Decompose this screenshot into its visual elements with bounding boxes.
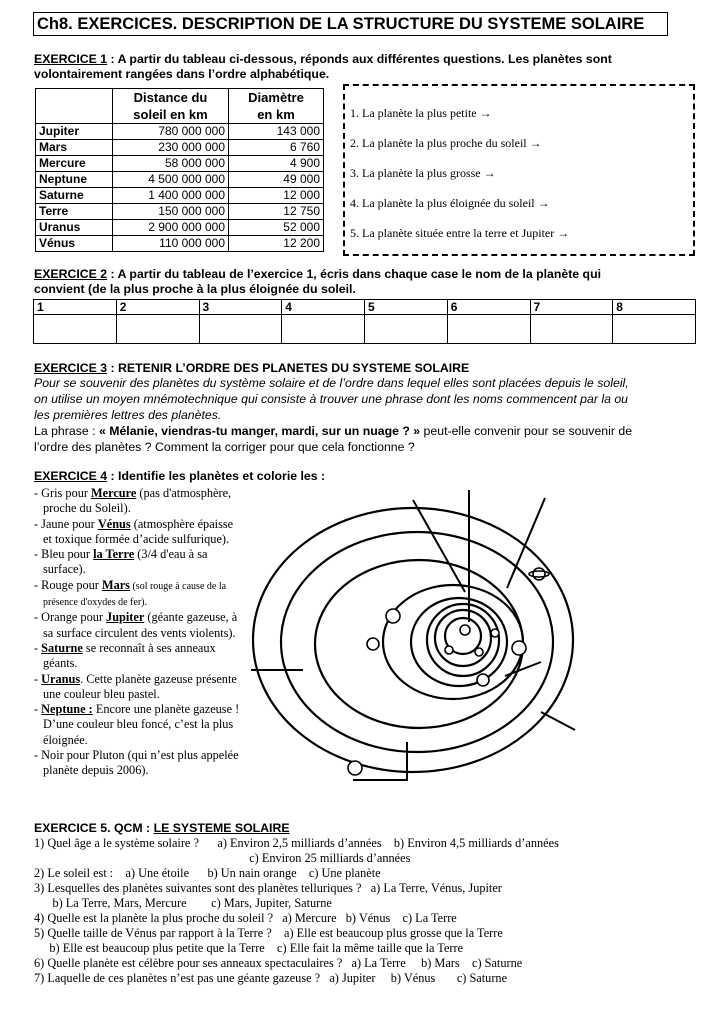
ex3-italic-1: Pour se souvenir des planètes du système solaire et de l’ordre dans lequel elles sont placées depuis le soleil, [34,376,629,390]
ex5-heading: EXERCICE 5. QCM : LE SYSTEME SOLAIRE [34,821,290,835]
color-instruction: - Rouge pour Mars (sol rouge à cause de la présence d'oxydes de fer). [34,577,227,609]
planet-distance: 780 000 000 [113,124,229,140]
planet-saturne [533,568,545,580]
planet-diameter: 4 900 [229,156,324,172]
color-instruction: - Saturne se reconnaît à ses anneaux géants. [34,640,216,671]
planet-name: Mars [101,577,130,592]
planet-name: Uranus [41,671,81,686]
answer-cell[interactable] [530,315,613,344]
qcm-line: 3) Lesquelles des planètes suivantes sont des planètes telluriques ? a) La Terre, Vénus, Jupiter [34,881,502,895]
qcm-line: b) La Terre, Mars, Mercure c) Mars, Jupiter, Saturne [34,896,332,910]
ex5-label: EXERCICE 5. QCM : [34,821,154,835]
planet-neptune [348,761,362,775]
planet-name: Vénus [97,516,131,531]
planet-name: Mercure [91,486,137,500]
color-instruction: - Gris pour Mercure (pas d'atmosphère, proche du Soleil). [34,486,232,516]
question-5: 5. La planète située entre la terre et Jupiter → [350,226,570,240]
question-3: 3. La planète la plus grosse → [350,166,496,180]
planet-venus [475,648,483,656]
planet-name: Saturne [41,640,83,655]
planet-diameter: 52 000 [229,220,324,236]
planet-distance: 150 000 000 [113,204,229,220]
planet-name: la Terre [93,547,135,562]
qcm-line: 5) Quelle taille de Vénus par rapport à la Terre ? a) Elle est beaucoup plus grosse que la Terre [34,926,503,940]
planet-distance: 1 400 000 000 [113,188,229,204]
ex1-instruction-2: volontairement rangées dans l’ordre alphabétique. [34,67,330,81]
ex3-phrase-line: La phrase : « Mélanie, viendras-tu manger, mardi, sur un nuage ? » peut-elle convenir pour se souvenir de [34,424,633,438]
answer-cell[interactable] [447,315,530,344]
planet-name: Mars [36,140,113,156]
planet-distance: 110 000 000 [113,236,229,252]
ex3-italic-2: on utilise un moyen mnémotechnique qui consiste à trouver une phrase dont les noms commencent par la ou [34,392,629,406]
solar-system-diagram [243,480,583,815]
planet-row [36,188,324,204]
grid-col-6: 6 [447,300,530,315]
orbit-uranus [281,532,553,752]
planet-name: Uranus [36,220,113,236]
orbit-saturne [315,560,523,728]
planet-terre [491,629,499,637]
ex4-heading: EXERCICE 4 : Identifie les planètes et colorie les : [34,469,326,483]
planet-row [36,156,324,172]
orbit-jupiter [383,585,523,699]
planet-name: Mercure [36,156,113,172]
planet-row [36,236,324,252]
qcm-line: b) Elle est beaucoup plus petite que la Terre c) Elle fait la même taille que la Terre [34,941,464,955]
qcm-line: c) Environ 25 milliards d’années [34,851,411,865]
answer-cell[interactable] [282,315,365,344]
qcm-line: 1) Quel âge a le système solaire ? a) Environ 2,5 milliards d’années b) Environ 4,5 milliards d’années [34,836,559,850]
color-instruction: - Jaune pour Vénus (atmosphère épaisse et toxique formée d’acide sulfurique). [34,516,234,546]
qcm-line: 2) Le soleil est : a) Une étoile b) Un nain orange c) Une planète [34,866,381,880]
order-grid [33,299,696,344]
answer-cell[interactable] [116,315,199,344]
pointer-arrow [541,712,575,730]
planet-diameter: 143 000 [229,124,324,140]
ex1-instruction-1: : A partir du tableau ci-dessous, réponds aux différentes questions. Les planètes sont [107,52,612,66]
planet-name: Vénus [36,236,113,252]
qcm-line: 7) Laquelle de ces planètes n’est pas une géante gazeuse ? a) Jupiter b) Vénus c) Saturne [34,971,508,985]
qcm-line: 4) Quelle est la planète la plus proche du soleil ? a) Mercure b) Vénus c) La Terre [34,911,457,925]
answer-cell[interactable] [613,315,696,344]
ex3-label: EXERCICE 3 [34,361,108,375]
planet-row [36,220,324,236]
planet-name: Neptune : [41,702,93,717]
planet-jupiter [512,641,526,655]
grid-col-4: 4 [282,300,365,315]
question-2: 2. La planète la plus proche du soleil → [350,136,542,150]
planet-table [35,88,324,252]
planet-name: Jupiter [106,610,145,625]
color-instruction: - Orange pour Jupiter (géante gazeuse, à sa surface circulent des vents violents). [34,610,238,640]
ex1-heading [34,52,612,82]
grid-col-8: 8 [613,300,696,315]
planet-distance: 58 000 000 [113,156,229,172]
ex3-italic-3: les premières lettres des planètes. [34,408,222,422]
planet-row [36,124,324,140]
ex4-color-list [33,486,243,779]
planet-mercure [445,646,453,654]
ex2-heading: EXERCICE 2 : A partir du tableau de l’exercice 1, écris dans chaque case le nom de la planète qui convient (de la plus proche à la plus éloignée du soleil. [34,267,601,296]
qcm-line: 6) Quelle planète est célèbre pour ses anneaux spectaculaires ? a) La Terre b) Mars c) Saturne [34,956,523,970]
planet-diameter: 49 000 [229,172,324,188]
color-instruction: - Noir pour Pluton (qui n’est plus appelée planète depuis 2006). [34,748,239,778]
mnemonic-phrase: « Mélanie, viendras-tu manger, mardi, sur un nuage ? » [98,424,421,438]
color-instruction: - Bleu pour la Terre (3/4 d'eau à sa surface). [34,547,208,577]
ex3-line-2: l’ordre des planètes ? Comment la corriger pour que cela fonctionne ? [34,440,415,454]
planet-row [36,140,324,156]
planet-diameter: 12 750 [229,204,324,220]
planet-name: Saturne [36,188,113,204]
planet-name: Neptune [36,172,113,188]
pointer-arrow [505,662,541,676]
planet-pluton [367,638,379,650]
planet-diameter: 12 200 [229,236,324,252]
col-diameter-header: Diamètre en km [229,89,324,124]
planet-row [36,204,324,220]
question-1: 1. La planète la plus petite → [350,106,492,120]
planet-uranus [386,609,400,623]
ex1-label: EXERCICE 1 [34,52,108,66]
planet-mars [477,674,489,686]
grid-col-5: 5 [365,300,448,315]
grid-col-1: 1 [34,300,117,315]
planet-diameter: 12 000 [229,188,324,204]
answer-cell[interactable] [34,315,117,344]
planet-diameter: 6 760 [229,140,324,156]
grid-col-7: 7 [530,300,613,315]
color-instruction: - Uranus. Cette planète gazeuse présente une couleur bleu pastel. [34,671,237,701]
color-instruction: - Neptune : Encore une planète gazeuse ! D’une couleur bleu foncé, c’est la plus éloignée. [34,702,240,747]
question-4: 4. La planète la plus éloignée du soleil → [350,196,550,210]
page-title: Ch8. EXERCICES. DESCRIPTION DE LA STRUCTURE DU SYSTEME SOLAIRE [33,12,668,36]
ex3-heading: EXERCICE 3 : RETENIR L’ORDRE DES PLANETES DU SYSTEME SOLAIRE [34,361,470,375]
planet-row [36,172,324,188]
planet-name: Terre [36,204,113,220]
grid-col-2: 2 [116,300,199,315]
ex2-label: EXERCICE 2 [34,267,108,281]
col-distance-header: Distance du soleil en km [113,89,229,124]
planet-name: Jupiter [36,124,113,140]
planet-distance: 4 500 000 000 [113,172,229,188]
sun [460,625,470,635]
planet-distance: 2 900 000 000 [113,220,229,236]
grid-col-3: 3 [199,300,282,315]
planet-distance: 230 000 000 [113,140,229,156]
answer-cell[interactable] [199,315,282,344]
answer-cell[interactable] [365,315,448,344]
ex4-label: EXERCICE 4 [34,469,108,483]
